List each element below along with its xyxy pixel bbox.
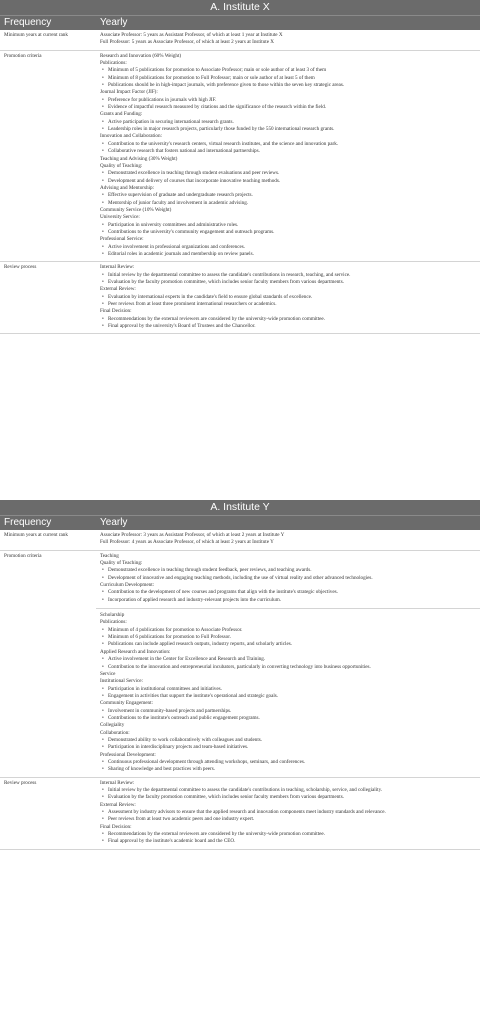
column-header-yearly: Yearly: [96, 16, 480, 31]
bullet-item: • Initial review by the departmental committee to assess the candidate's contributions in teaching, scholarship, service, and collegiality.: [100, 787, 476, 794]
bullet-item: • Minimum of 5 publications for promotion to Associate Professor; main or sole author of at least 3 of them: [100, 67, 476, 74]
bullet-item: • Participation in institutional committees and initiatives.: [100, 686, 476, 693]
text-line: Associate Professor: 5 years as Assistant Professor, of which at least 1 year at Institute X: [100, 32, 283, 38]
section-heading: Quality of Teaching:: [100, 162, 143, 169]
bullet-item: • Contributions to the institute's outreach and public engagement programs.: [100, 715, 476, 722]
bullet-item: • Sharing of knowledge and best practices with peers.: [100, 766, 476, 773]
section-heading: Journal Impact Factor (JIF):: [100, 89, 158, 96]
section-heading: Professional Development:: [100, 751, 156, 758]
section-heading: Publications:: [100, 60, 127, 67]
table-title: A. Institute Y: [0, 500, 480, 516]
section-heading: Final Decision:: [100, 823, 132, 830]
bullet-item: • Recommendations by the external reviewers are considered by the university-wide promotion committee.: [100, 831, 476, 838]
table-row: [0, 530, 480, 550]
bullet-item: • Continuous professional development through attending workshops, seminars, and conferences.: [100, 759, 476, 766]
section-heading: Final Decision:: [100, 308, 132, 315]
section-heading: Applied Research and Innovation:: [100, 648, 171, 655]
section-heading: Professional Service:: [100, 236, 144, 243]
bullet-item: • Preference for publications in journals with high JIF.: [100, 97, 476, 104]
section-heading: Community Engagement:: [100, 700, 153, 707]
bullet-item: • Final approval by the institute's academic board and the CEO.: [100, 838, 476, 845]
section-heading: Innovation and Collaboration:: [100, 133, 162, 140]
bullet-item: • Engagement in activities that support the institute's operational and strategic goals.: [100, 693, 476, 700]
section-heading: Service: [100, 670, 116, 677]
row-label: Review process: [0, 262, 96, 334]
bullet-item: • Incorporation of applied research and industry-relevant projects into the curriculum.: [100, 597, 476, 604]
bullet-item: • Assessment by industry advisors to ensure that the applied research and innovation components meet industry standards and relevance.: [100, 809, 476, 816]
bullet-item: • Involvement in community-based projects and partnerships.: [100, 708, 476, 715]
row-divider: [96, 608, 480, 609]
bullet-item: • Contribution to the university's research centers, virtual research institutes, and the science and innovation park.: [100, 141, 476, 148]
row-label: Promotion criteria: [0, 50, 96, 262]
section-heading: Grants and Funding:: [100, 111, 143, 118]
section-heading: Curriculum Development:: [100, 582, 155, 589]
bullet-item: • Demonstrated excellence in teaching through student evaluations and peer reviews.: [100, 170, 476, 177]
section-heading: Research and Innovation (60% Weight): [100, 52, 182, 59]
institute-y-table: [0, 500, 480, 850]
bullet-item: • Minimum of 6 publications for promotion to Full Professor.: [100, 634, 476, 641]
section-heading: Community Service (10% Weight): [100, 206, 172, 213]
table-row: [0, 30, 480, 50]
section-heading: Publications:: [100, 619, 127, 626]
bullet-item: • Contributions to the university's community engagement and outreach programs.: [100, 229, 476, 236]
section-heading: External Review:: [100, 801, 136, 808]
section-heading: Collegiality: [100, 722, 125, 729]
bullet-item: • Publications can include applied research outputs, industry reports, and scholarly articles.: [100, 641, 476, 648]
section-heading: Teaching: [100, 552, 119, 559]
bullet-item: • Publications should be in high-impact journals, with preference given to those within the seven key strategic areas.: [100, 82, 476, 89]
bullet-item: • Initial review by the departmental committee to assess the candidate's contributions in research, teaching, and service.: [100, 272, 476, 279]
bullet-item: • Minimum of 4 publications for promotion to Associate Professor.: [100, 627, 476, 634]
section-heading: Internal Review:: [100, 264, 135, 271]
section-heading: Internal Review:: [100, 779, 135, 786]
bullet-item: • Collaborative research that fosters national and international partnerships.: [100, 148, 476, 155]
row-content: [96, 30, 480, 50]
bullet-item: • Participation in interdisciplinary projects and team-based initiatives.: [100, 744, 476, 751]
bullet-item: • Minimum of 8 publications for promotion to Full Professor; main or sole author of at least 5 of them: [100, 75, 476, 82]
text-line: Full Professor: 4 years as Associate Professor, of which at least 2 years at Institute Y: [100, 539, 274, 546]
section-heading: Advising and Mentorship:: [100, 184, 154, 191]
row-label: Minimum years at current rank: [0, 530, 96, 550]
column-header-frequency: Frequency: [0, 516, 96, 531]
text-line: Associate Professor: 3 years as Assistant Professor, of which at least 2 years at Institute Y: [100, 532, 285, 538]
bullet-item: • Active involvement in the Center for Excellence and Research and Training.: [100, 656, 476, 663]
row-content: [96, 262, 480, 334]
section-heading: Institutional Service:: [100, 678, 143, 685]
table-title: A. Institute X: [0, 0, 480, 16]
table-row: [0, 777, 480, 849]
bullet-item: • Effective supervision of graduate and undergraduate research projects.: [100, 192, 476, 199]
section-heading: Scholarship: [100, 612, 125, 619]
bullet-item: • Final approval by the university's Board of Trustees and the Chancellor.: [100, 323, 476, 330]
bullet-item: • Peer reviews from at least two academic peers and one industry expert.: [100, 816, 476, 823]
bullet-item: • Participation in university committees and administrative roles.: [100, 222, 476, 229]
bullet-item: • Contribution to the development of new courses and programs that align with the institute's strategic objectives.: [100, 589, 476, 596]
bullet-item: • Demonstrated excellence in teaching through student feedback, peer reviews, and teaching awards.: [100, 567, 476, 574]
column-header-frequency: Frequency: [0, 16, 96, 31]
bullet-item: • Development and delivery of courses that incorporate innovative teaching methods.: [100, 178, 476, 185]
bullet-item: • Recommendations by the external reviewers are considered by the university-wide promotion committee.: [100, 316, 476, 323]
row-content: [96, 550, 480, 777]
bullet-item: • Contribution to the innovation and entrepreneurial incubators, particularly in converting technology into business opportunities.: [100, 664, 476, 671]
row-content: [96, 530, 480, 550]
bullet-item: • Evaluation by the faculty promotion committee, which includes senior faculty members from various departments.: [100, 279, 476, 286]
bullet-item: • Mentorship of junior faculty and involvement in academic advising.: [100, 200, 476, 207]
row-label: Promotion criteria: [0, 550, 96, 777]
text-line: Full Professor: 5 years as Associate Professor, of which at least 2 years at Institute X: [100, 39, 274, 46]
section-heading: Collaboration:: [100, 729, 130, 736]
bullet-item: • Development of innovative and engaging teaching methods, including the use of virtual reality and other advanced technologies.: [100, 575, 476, 582]
bullet-item: • Active participation in securing international research grants.: [100, 119, 476, 126]
institute-x-table: [0, 0, 480, 334]
table-row: [0, 50, 480, 262]
bullet-item: • Evidence of impactful research measured by citations and the significance of the research within the field.: [100, 104, 476, 111]
bullet-item: • Peer reviews from at least three prominent international researchers or academics.: [100, 301, 476, 308]
row-content: [96, 777, 480, 849]
row-content: [96, 50, 480, 262]
row-label: Minimum years at current rank: [0, 30, 96, 50]
bullet-item: • Editorial roles in academic journals and membership on review panels.: [100, 251, 476, 258]
column-header-yearly: Yearly: [96, 516, 480, 531]
section-heading: Quality of Teaching:: [100, 560, 143, 567]
section-heading: Teaching and Advising (30% Weight): [100, 155, 178, 162]
bullet-item: • Active involvement in professional organizations and conferences.: [100, 244, 476, 251]
bullet-item: • Demonstrated ability to work collaboratively with colleagues and students.: [100, 737, 476, 744]
row-label: Review process: [0, 777, 96, 849]
bullet-item: • Evaluation by the faculty promotion committee, which includes senior faculty members from various departments.: [100, 794, 476, 801]
section-heading: External Review:: [100, 286, 136, 293]
bullet-item: • Evaluation by international experts in the candidate's field to ensure global standards of excellence.: [100, 294, 476, 301]
bullet-item: • Leadership roles in major research projects, particularly those funded by the 550 international research grants.: [100, 126, 476, 133]
section-heading: University Service:: [100, 214, 140, 221]
table-row: [0, 550, 480, 777]
table-row: [0, 262, 480, 334]
